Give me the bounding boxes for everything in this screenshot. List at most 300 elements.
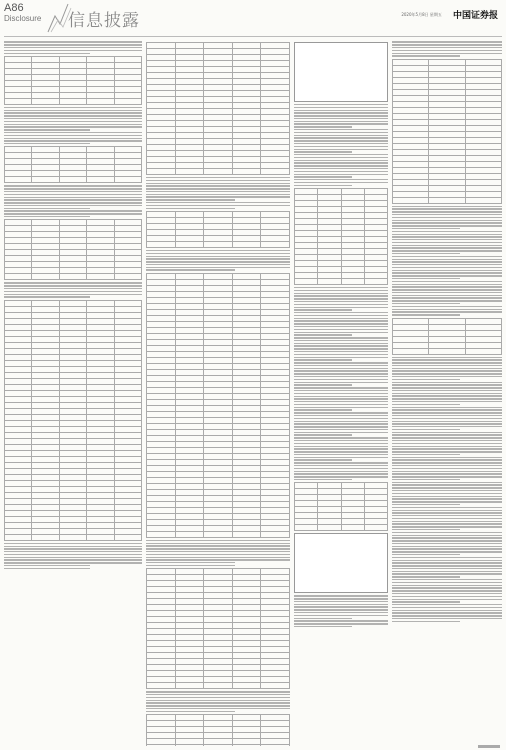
text-paragraph xyxy=(146,250,290,271)
text-line xyxy=(294,398,388,399)
text-line xyxy=(294,354,388,355)
text-line xyxy=(294,304,388,305)
text-line xyxy=(294,595,388,596)
text-line xyxy=(294,123,388,124)
text-line xyxy=(392,596,502,597)
text-line xyxy=(4,551,142,552)
text-line xyxy=(294,626,352,627)
table-cell xyxy=(5,534,32,540)
table-cell xyxy=(204,745,233,746)
text-line xyxy=(392,211,502,212)
text-line xyxy=(4,41,142,42)
text-line xyxy=(294,432,388,433)
table-row xyxy=(295,279,388,285)
text-line xyxy=(294,429,388,430)
text-line xyxy=(4,205,142,206)
text-line xyxy=(146,177,290,178)
column-2 xyxy=(146,40,290,746)
text-line xyxy=(4,546,142,547)
text-line xyxy=(146,256,290,257)
text-line xyxy=(392,465,502,466)
text-line xyxy=(294,421,388,422)
text-line xyxy=(4,121,142,122)
text-line xyxy=(4,554,142,555)
text-line xyxy=(392,401,502,402)
data-table xyxy=(4,219,142,280)
text-line xyxy=(294,468,388,469)
text-line xyxy=(392,245,502,246)
text-line xyxy=(392,546,502,547)
text-line xyxy=(294,412,388,413)
text-line xyxy=(294,332,388,333)
text-line xyxy=(392,557,502,558)
table-cell xyxy=(32,274,59,280)
text-line xyxy=(146,194,290,195)
text-line xyxy=(294,434,352,435)
text-line xyxy=(392,582,502,583)
text-line xyxy=(392,590,502,591)
text-line xyxy=(392,387,502,388)
table-row xyxy=(147,241,290,247)
text-line xyxy=(294,290,388,291)
text-line xyxy=(392,239,502,240)
text-line xyxy=(392,576,460,577)
text-line xyxy=(146,264,290,265)
text-line xyxy=(294,418,388,419)
text-line xyxy=(392,521,502,522)
text-line xyxy=(294,476,388,477)
data-table xyxy=(4,300,142,541)
table-cell xyxy=(364,279,387,285)
table-cell xyxy=(87,274,114,280)
text-line xyxy=(392,618,502,619)
text-line xyxy=(294,343,388,344)
text-line xyxy=(4,44,142,45)
text-line xyxy=(4,132,142,133)
text-line xyxy=(392,256,502,257)
table-row xyxy=(5,177,142,183)
text-line xyxy=(146,543,290,544)
text-line xyxy=(294,376,388,377)
text-line xyxy=(392,395,502,396)
text-line xyxy=(4,559,142,560)
text-line xyxy=(392,208,502,209)
section-english-title: Disclosure xyxy=(4,14,42,23)
text-line xyxy=(294,457,388,458)
text-line xyxy=(392,270,502,271)
text-line xyxy=(392,264,502,265)
text-line xyxy=(294,293,388,294)
text-line xyxy=(392,593,502,594)
text-line xyxy=(392,362,502,363)
table-cell xyxy=(5,98,32,104)
text-line xyxy=(294,104,388,105)
text-line xyxy=(294,465,388,466)
text-line xyxy=(294,334,352,335)
text-paragraph xyxy=(4,107,142,145)
text-line xyxy=(392,314,460,315)
text-line xyxy=(294,407,388,408)
table-cell xyxy=(59,534,86,540)
text-line xyxy=(392,587,502,588)
text-line xyxy=(146,708,290,709)
table-cell xyxy=(232,683,261,689)
text-line xyxy=(392,612,502,613)
text-line xyxy=(392,272,502,273)
text-line xyxy=(294,329,388,330)
text-line xyxy=(392,532,502,533)
text-line xyxy=(392,604,502,605)
text-paragraph xyxy=(294,595,388,627)
text-line xyxy=(392,259,502,260)
text-line xyxy=(392,393,502,394)
text-line xyxy=(294,146,388,147)
table-cell xyxy=(147,745,176,746)
text-line xyxy=(294,160,388,161)
text-line xyxy=(392,404,460,405)
text-line xyxy=(392,512,502,513)
text-paragraph xyxy=(146,691,290,712)
text-line xyxy=(294,437,388,438)
text-line xyxy=(4,199,142,200)
text-line xyxy=(392,454,460,455)
text-line xyxy=(392,535,502,536)
text-line xyxy=(392,429,460,430)
text-paragraph xyxy=(146,177,290,209)
table-cell xyxy=(147,169,176,175)
text-line xyxy=(392,47,502,48)
text-line xyxy=(294,118,388,119)
text-line xyxy=(146,700,290,701)
table-cell xyxy=(393,197,429,203)
text-paragraph xyxy=(294,287,388,480)
text-line xyxy=(392,437,502,438)
text-line xyxy=(294,459,352,460)
text-line xyxy=(392,501,502,502)
text-line xyxy=(392,507,502,508)
text-line xyxy=(294,373,388,374)
text-line xyxy=(146,250,290,251)
text-line xyxy=(294,598,388,599)
text-paragraph xyxy=(4,41,142,54)
text-line xyxy=(146,559,290,560)
text-line xyxy=(392,476,502,477)
text-line xyxy=(294,359,352,360)
text-line xyxy=(294,473,388,474)
text-line xyxy=(146,267,290,268)
text-line xyxy=(4,562,142,563)
text-line xyxy=(392,487,502,488)
text-line xyxy=(4,115,142,116)
text-line xyxy=(392,242,502,243)
text-line xyxy=(4,53,90,54)
table-cell xyxy=(32,177,59,183)
text-line xyxy=(392,359,502,360)
text-line xyxy=(392,423,502,424)
text-line xyxy=(4,548,142,549)
figure-box xyxy=(294,533,388,593)
text-line xyxy=(294,462,388,463)
text-line xyxy=(4,124,142,125)
text-line xyxy=(4,126,142,127)
text-line xyxy=(392,309,502,310)
text-line xyxy=(146,202,290,203)
table-cell xyxy=(204,169,233,175)
text-line xyxy=(4,210,142,211)
text-line xyxy=(392,384,502,385)
text-line xyxy=(146,554,290,555)
table-cell xyxy=(59,177,86,183)
text-line xyxy=(294,326,388,327)
text-line xyxy=(392,297,502,298)
text-line xyxy=(146,258,290,259)
text-line xyxy=(392,228,460,229)
text-line xyxy=(392,432,502,433)
text-line xyxy=(392,284,502,285)
text-line xyxy=(4,288,142,289)
text-line xyxy=(4,118,142,119)
text-line xyxy=(4,296,90,297)
text-line xyxy=(392,289,502,290)
text-line xyxy=(294,615,388,616)
text-line xyxy=(392,421,502,422)
text-line xyxy=(146,205,290,206)
text-line xyxy=(146,694,290,695)
text-line xyxy=(294,348,388,349)
text-line xyxy=(294,154,388,155)
text-paragraph xyxy=(4,282,142,297)
table-cell xyxy=(5,177,32,183)
text-line xyxy=(294,318,388,319)
text-line xyxy=(392,446,502,447)
text-line xyxy=(392,579,502,580)
figure-box xyxy=(294,42,388,102)
text-line xyxy=(392,434,502,435)
table-cell xyxy=(147,683,176,689)
text-line xyxy=(392,496,502,497)
text-paragraph xyxy=(392,357,502,578)
text-line xyxy=(294,379,388,380)
text-line xyxy=(392,236,502,237)
text-line xyxy=(392,610,502,611)
table-row xyxy=(147,683,290,689)
table-cell xyxy=(87,534,114,540)
text-line xyxy=(392,300,502,301)
text-line xyxy=(146,208,235,209)
text-line xyxy=(392,462,502,463)
table-cell xyxy=(114,534,141,540)
text-line xyxy=(294,384,352,385)
text-line xyxy=(392,278,460,279)
table-cell xyxy=(364,525,387,531)
text-line xyxy=(392,543,502,544)
table-cell xyxy=(295,279,318,285)
column-1 xyxy=(4,40,142,746)
text-line xyxy=(294,320,388,321)
text-paragraph xyxy=(146,540,290,566)
table-cell xyxy=(429,197,465,203)
table-cell xyxy=(318,279,341,285)
text-line xyxy=(392,571,502,572)
data-table xyxy=(146,568,290,689)
text-line xyxy=(294,423,388,424)
text-paragraph xyxy=(4,185,142,217)
text-line xyxy=(294,135,388,136)
text-line xyxy=(392,526,502,527)
text-line xyxy=(294,365,388,366)
table-row xyxy=(5,98,142,104)
text-line xyxy=(4,543,142,544)
table-cell xyxy=(59,274,86,280)
text-line xyxy=(294,149,388,150)
text-line xyxy=(4,194,142,195)
text-line xyxy=(392,267,502,268)
text-line xyxy=(294,179,388,180)
text-line xyxy=(392,250,502,251)
table-cell xyxy=(32,98,59,104)
text-paragraph xyxy=(294,104,388,186)
text-line xyxy=(294,471,388,472)
text-line xyxy=(146,697,290,698)
text-paragraph xyxy=(392,41,502,56)
text-line xyxy=(392,504,460,505)
text-line xyxy=(392,493,502,494)
text-line xyxy=(392,390,502,391)
text-line xyxy=(146,191,290,192)
text-line xyxy=(146,557,290,558)
table-cell xyxy=(465,348,501,354)
text-line xyxy=(392,518,502,519)
text-line xyxy=(4,140,142,141)
text-line xyxy=(146,261,290,262)
text-line xyxy=(392,53,502,54)
text-line xyxy=(392,498,502,499)
text-line xyxy=(392,568,502,569)
table-cell xyxy=(295,525,318,531)
text-line xyxy=(392,510,502,511)
text-line xyxy=(294,351,388,352)
article-columns xyxy=(4,40,502,746)
text-line xyxy=(294,137,388,138)
masthead xyxy=(0,0,506,40)
text-line xyxy=(294,618,352,619)
text-line xyxy=(392,292,502,293)
text-line xyxy=(392,548,502,549)
text-line xyxy=(392,573,502,574)
text-line xyxy=(4,107,142,108)
text-line xyxy=(392,562,502,563)
text-line xyxy=(392,222,502,223)
table-cell xyxy=(147,241,176,247)
table-cell xyxy=(429,348,465,354)
text-line xyxy=(146,545,290,546)
text-line xyxy=(294,171,388,172)
text-line xyxy=(392,409,502,410)
text-line xyxy=(4,138,142,139)
text-line xyxy=(294,121,388,122)
table-cell xyxy=(232,745,261,746)
text-paragraph xyxy=(392,206,502,316)
text-line xyxy=(294,620,388,621)
text-line xyxy=(294,368,388,369)
text-line xyxy=(294,440,388,441)
data-table xyxy=(146,714,290,746)
text-line xyxy=(392,311,502,312)
table-cell xyxy=(175,745,204,746)
text-line xyxy=(4,112,142,113)
text-line xyxy=(294,151,352,152)
text-line xyxy=(4,135,142,136)
text-line xyxy=(4,213,142,214)
text-line xyxy=(294,337,388,338)
text-paragraph xyxy=(392,579,502,622)
text-line xyxy=(4,202,142,203)
table-cell xyxy=(318,525,341,531)
text-line xyxy=(392,398,502,399)
text-line xyxy=(392,482,502,483)
text-line xyxy=(392,44,502,45)
table-cell xyxy=(232,241,261,247)
text-line xyxy=(294,287,388,288)
text-line xyxy=(146,548,290,549)
data-table xyxy=(146,42,290,175)
text-line xyxy=(294,409,352,410)
text-line xyxy=(392,50,502,51)
text-line xyxy=(146,540,290,541)
text-line xyxy=(4,47,142,48)
text-line xyxy=(146,183,290,184)
text-line xyxy=(4,197,142,198)
text-line xyxy=(294,157,388,158)
text-line xyxy=(146,711,235,712)
text-line xyxy=(392,275,502,276)
text-line xyxy=(146,199,235,200)
text-line xyxy=(4,50,142,51)
text-line xyxy=(294,623,388,624)
text-line xyxy=(392,565,502,566)
text-line xyxy=(294,401,388,402)
column-4 xyxy=(392,40,502,746)
text-line xyxy=(4,294,142,295)
data-table xyxy=(146,273,290,538)
text-line xyxy=(392,459,502,460)
text-line xyxy=(392,412,502,413)
text-line xyxy=(294,301,388,302)
table-cell xyxy=(5,274,32,280)
text-line xyxy=(392,560,502,561)
table-row xyxy=(295,525,388,531)
column-3 xyxy=(294,40,388,746)
text-line xyxy=(146,188,290,189)
text-line xyxy=(294,604,388,605)
table-cell xyxy=(204,241,233,247)
table-row xyxy=(147,745,290,746)
paper-name: 中国证券报 xyxy=(452,11,498,21)
text-line xyxy=(392,457,502,458)
text-line xyxy=(294,165,388,166)
text-line xyxy=(392,490,502,491)
table-cell xyxy=(87,98,114,104)
text-line xyxy=(294,479,352,480)
text-line xyxy=(392,225,502,226)
text-line xyxy=(392,601,460,602)
text-line xyxy=(392,451,502,452)
text-line xyxy=(294,132,388,133)
data-table xyxy=(294,188,388,285)
text-line xyxy=(294,168,388,169)
text-line xyxy=(392,585,502,586)
text-line xyxy=(294,340,388,341)
